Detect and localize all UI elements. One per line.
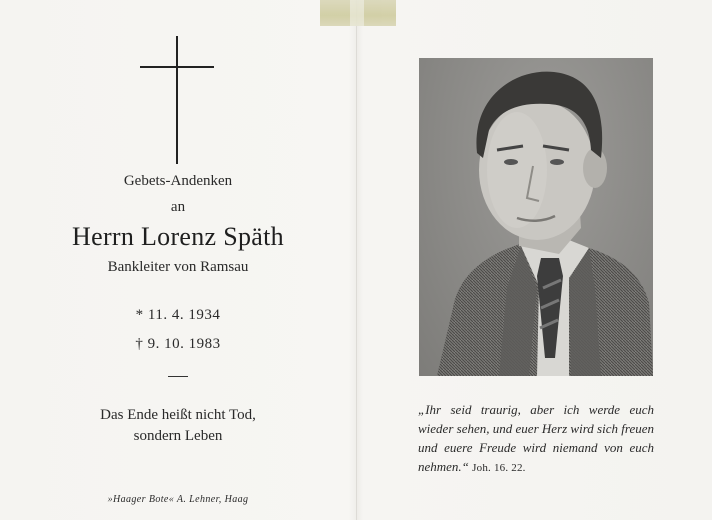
bible-quote <box>418 400 654 478</box>
motto-line-1: Das Ende heißt nicht Tod, <box>100 407 256 423</box>
printer-credit: »Haager Bote« A. Lehner, Haag <box>107 494 249 505</box>
cross-icon <box>140 36 216 166</box>
motto-line-2: sondern Leben <box>133 428 223 444</box>
deceased-name: Herrn Lorenz Späth <box>72 222 284 251</box>
occupation: Bankleiter von Ramsau <box>107 259 249 275</box>
birth-date: * 11. 4. 1934 <box>135 307 221 323</box>
fold-line <box>356 0 357 520</box>
death-date: † 9. 10. 1983 <box>135 336 221 352</box>
separator <box>168 376 188 377</box>
heading: Gebets-Andenken <box>123 173 233 189</box>
preposition: an <box>170 199 186 215</box>
adhesive-tape <box>320 0 396 26</box>
portrait-photo <box>419 58 653 376</box>
quote-text: „Ihr seid traurig, aber ich werde euch wieder sehen, und euer Herz wird sich freuen und euere Freude wird niemand von euch nehmen.“ <box>418 402 654 474</box>
portrait-illustration <box>419 58 653 376</box>
quote-reference: Joh. 16. 22. <box>472 462 526 474</box>
